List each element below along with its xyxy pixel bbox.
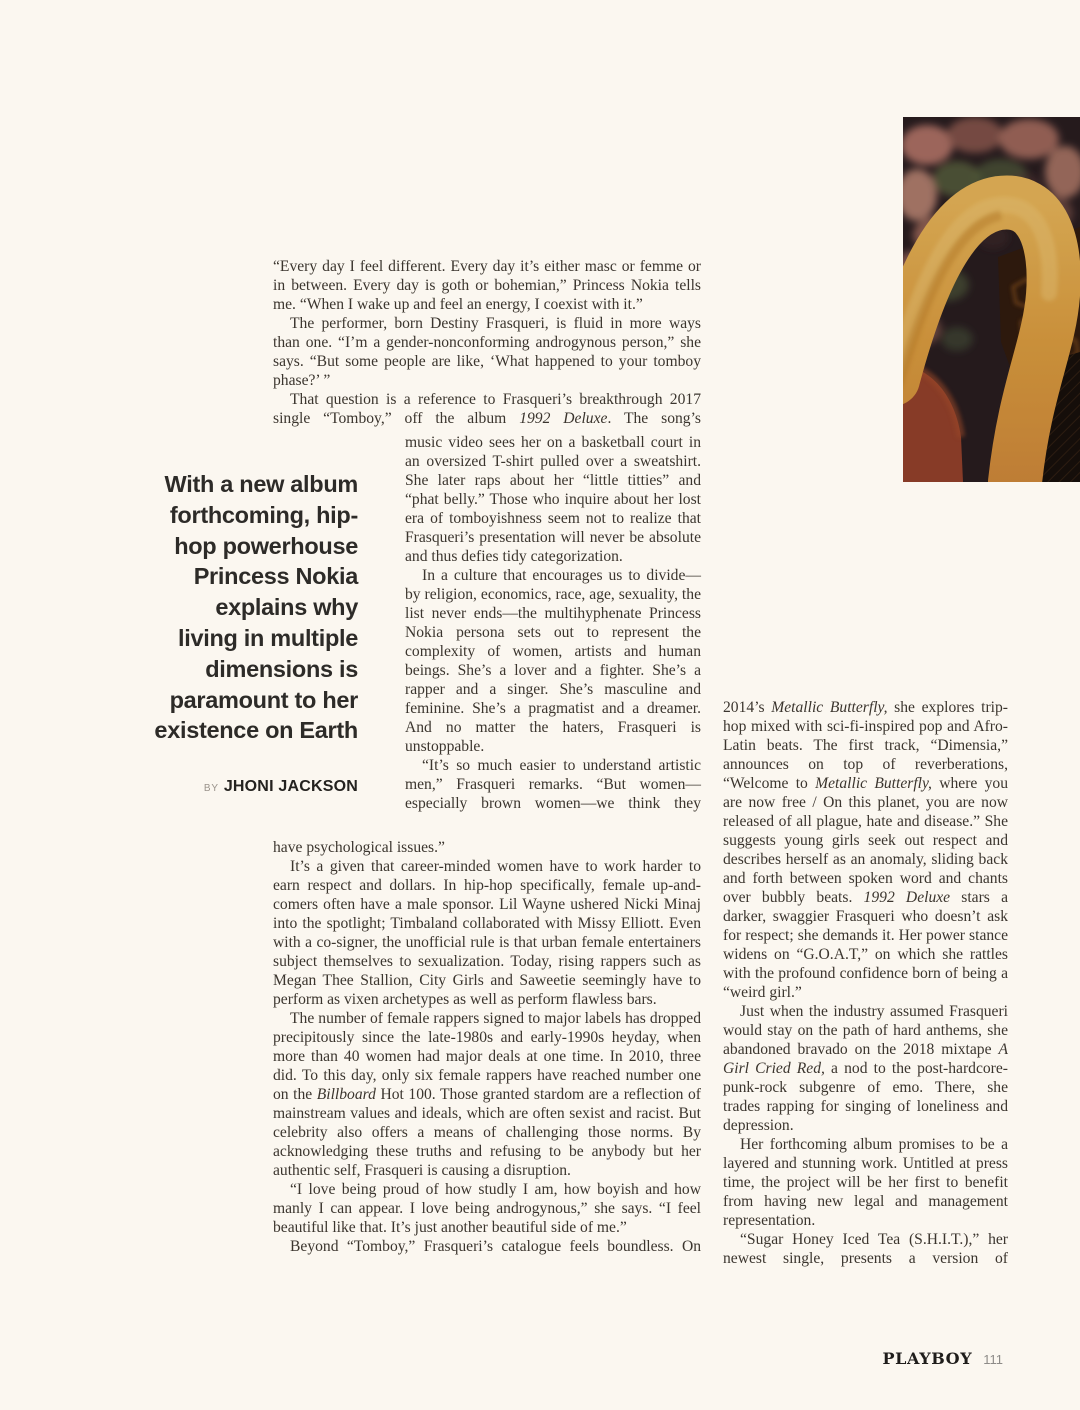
byline-prefix: BY: [203, 783, 219, 794]
pull-quote: [110, 469, 358, 746]
byline-name: JHONI JACKSON: [223, 778, 358, 795]
pull-quote-line: existence on Earth: [154, 717, 358, 744]
article-right-column: [723, 698, 1008, 1268]
article-paragraph: “Sugar Honey Iced Tea (S.H.I.T.),” her newest single, presents a version of: [723, 1231, 1008, 1267]
article-paragraph: “Every day I feel different. Every day it’s either masc or femme or in between. Every day is goth or bohemian,” Princess Nokia tells me. “When I wake up and feel an energy, I coexist with it.”: [273, 258, 701, 313]
article-paragraph: music video sees her on a basketball court in an oversized T-shirt pulled over a sweatshirt. She later raps about her “little titties” and “phat belly.” Those who inquire about her lost era of tomboyishness seem not to realize that Frasqueri’s presentation will never be absolute and thus defies tidy categorization.: [405, 434, 701, 565]
article-lower-block: [273, 838, 701, 1256]
pull-quote-line: dimensions is: [205, 655, 358, 682]
article-paragraph: 2014’s Metallic Butterfly, she explores trip-hop mixed with sci-fi-inspired pop and Afro-Latin beats. The first track, “Dimensia,” announces on top of reverberations, “Welcome to Metallic Butterfly, where you are now free / On this planet, you are now released of all plague, hate and disease.” She suggests young girls seek out respect and describes herself as an anomaly, sliding back and forth between spoken word and chants over bubbly beats. 1992 Deluxe stars a darker, swaggier Frasqueri who doesn’t ask for respect; she demands it. Her power stance widens on “G.O.A.T,” on which she rattles with the profound confidence born of being a “weird girl.”: [723, 699, 1008, 1001]
snake-photo-art: [903, 117, 1080, 482]
article-paragraph: The number of female rappers signed to major labels has dropped precipitously since the late-1980s and early-1990s heyday, when more than 40 women had major deals at one time. In 2010, three did. To this day, only six female rappers have reached number one on the Billboard Hot 100. Those granted stardom are a reflection of mainstream values and ideals, which are often sexist and racist. But celebrity also offers a means of challenging those norms. By acknowledging these truths and refusing to be anybody but her authentic self, Frasqueri is causing a disruption.: [273, 1010, 701, 1179]
pull-quote-line: hop powerhouse: [174, 532, 358, 559]
pull-quote-line: paramount to her: [169, 686, 358, 713]
article-paragraph: Just when the industry assumed Frasqueri would stay on the path of hard anthems, she abandoned bravado on the 2018 mixtape A Girl Cried Red, a nod to the post-hardcore-punk-rock subgenre of emo. There, she trades rapping for singing of loneliness and depression.: [723, 1003, 1008, 1134]
article-intro-block: [273, 257, 701, 428]
article-paragraph: “It’s so much easier to understand artistic men,” Frasqueri remarks. “But women—especially brown women—we think they: [405, 757, 701, 812]
brand-logo: PLAYBOY: [882, 1349, 973, 1368]
article-paragraph: Her forthcoming album promises to be a layered and stunning work. Untitled at press time, the project will be her first to benefit from having new legal and management representation.: [723, 1136, 1008, 1229]
pull-quote-line: explains why: [215, 594, 358, 621]
byline: [110, 778, 358, 796]
pull-quote-line: forthcoming, hip-: [169, 501, 358, 528]
page-number: 111: [983, 1352, 1003, 1367]
article-paragraph: Beyond “Tomboy,” Frasqueri’s catalogue feels boundless. On: [290, 1238, 701, 1255]
article-paragraph: In a culture that encourages us to divide—by religion, economics, race, age, sexuality, the list never ends—the multihyphenate Princess Nokia persona sets out to represent the complexity of women, artists and human beings. She’s a lover and a fighter. She’s a rapper and a singer. She’s masculine and feminine. She’s a pragmatist and a dreamer. And no matter the haters, Frasqueri is unstoppable.: [405, 567, 701, 755]
pull-quote-line: Princess Nokia: [193, 563, 358, 590]
article-paragraph: It’s a given that career-minded women have to work harder to earn respect and dollars. In hip-hop specifically, female up-and-comers often have a male sponsor. Lil Wayne ushered Nicki Minaj into the spotlight; Timbaland collaborated with Missy Elliott. Even with a co-signer, the unofficial rule is that urban female entertainers subject themselves to sexualization. Today, rising rappers such as Megan Thee Stallion, City Girls and Saweetie seemingly have to perform as vixen archetypes as well as perform flawless bars.: [273, 858, 701, 1008]
article-paragraph: “I love being proud of how studly I am, how boyish and how manly I can appear. I love being androgynous,” she says. “I feel beautiful like that. It’s just another beautiful side of me.”: [273, 1181, 701, 1236]
article-paragraph: The performer, born Destiny Frasqueri, is fluid in more ways than one. “I’m a gender-nonconforming androgynous person,” she says. “But some people are like, ‘What happened to your tomboy phase?’ ”: [273, 315, 701, 389]
article-paragraph: That question is a reference to Frasqueri’s breakthrough 2017 single “Tomboy,” off the album 1992 Deluxe. The song’s: [273, 391, 701, 427]
pull-quote-line: living in multiple: [178, 624, 358, 651]
pull-quote-line: With a new album: [164, 471, 358, 497]
snake-photo: [903, 117, 1080, 482]
article-paragraph: have psychological issues.”: [273, 839, 445, 856]
article-wrap-block: [405, 433, 701, 813]
magazine-footer: [853, 1349, 1003, 1368]
